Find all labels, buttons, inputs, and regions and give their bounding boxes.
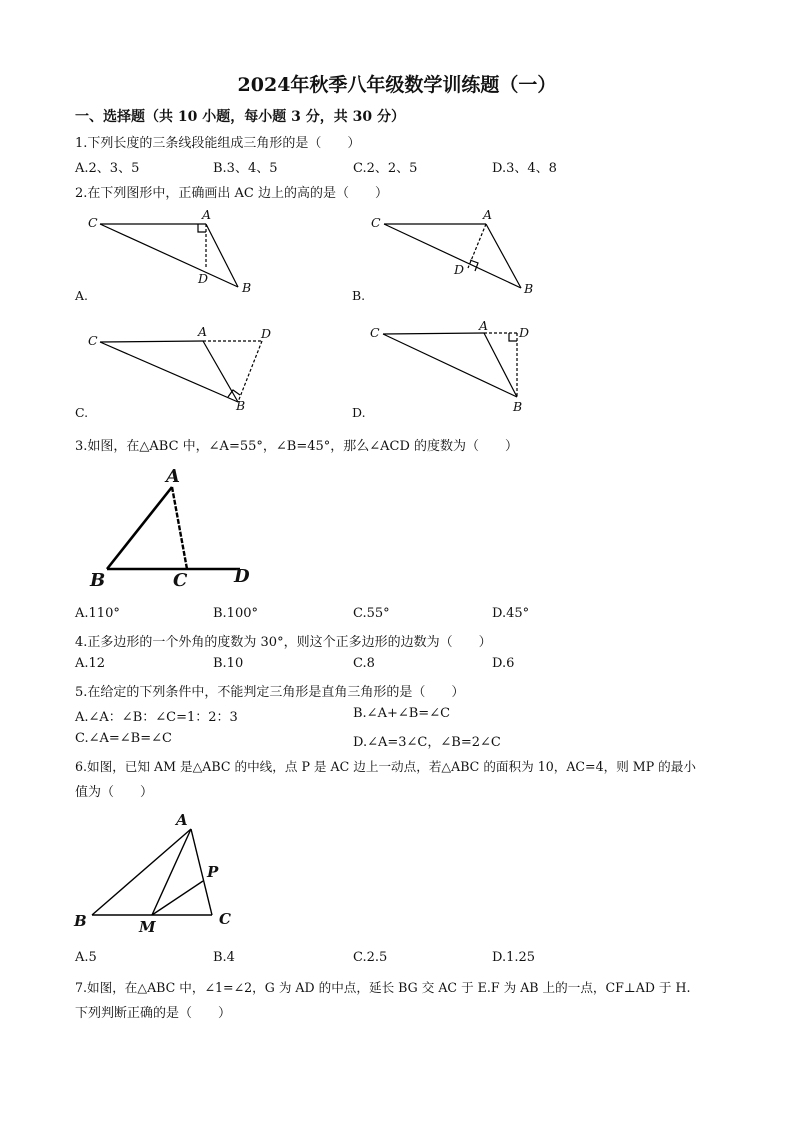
question-7-stem: 7.如图，在△ABC 中，∠1=∠2，G 为 AD 的中点，延长 BG 交 AC 于 E.F 为 AB 上的一点，CF⊥AD 于 H. (75, 980, 691, 995)
q2a-point-c: C (88, 215, 98, 230)
q3-point-b: B (90, 570, 106, 591)
q6-point-b: B (74, 912, 87, 930)
q6-option-c[interactable]: C.2.5 (353, 950, 388, 965)
page-title: 2024年秋季八年级数学训练题（一） (237, 74, 557, 96)
question-6-stem-cont: 值为（ ） (75, 785, 154, 800)
q2c-point-c: C (88, 333, 98, 348)
q2d-point-b: B (513, 399, 523, 414)
q2-figure-d-label[interactable]: D. (352, 405, 366, 420)
q6-point-c: C (219, 910, 231, 928)
q2b-point-b: B (524, 281, 534, 296)
q3-point-c: C (173, 570, 188, 591)
q6-point-m: M (139, 918, 156, 936)
q2a-point-a: A (202, 207, 212, 222)
q1-option-b[interactable]: B.3、4、5 (213, 161, 278, 176)
q2c-point-a: A (198, 324, 208, 339)
q2-figure-d (383, 333, 517, 397)
q2-figure-b-label[interactable]: B. (352, 288, 366, 303)
q5-option-a[interactable]: A.∠A：∠B：∠C=1：2：3 (75, 710, 238, 725)
q2-figure-a-label[interactable]: A. (75, 288, 89, 303)
q1-option-c[interactable]: C.2、2、5 (353, 161, 418, 176)
question-3-stem: 3.如图，在△ABC 中，∠A=55°，∠B=45°，那么∠ACD 的度数为（ ） (75, 439, 519, 454)
q4-option-b[interactable]: B.10 (213, 656, 244, 671)
q2-figure-c-label[interactable]: C. (75, 405, 89, 420)
q6-option-d[interactable]: D.1.25 (492, 950, 536, 965)
q5-option-b[interactable]: B.∠A+∠B=∠C (353, 706, 451, 721)
question-6-stem: 6.如图，已知 AM 是△ABC 的中线，点 P 是 AC 边上一动点，若△ABC 的面积为 10，AC=4，则 MP 的最小 (75, 759, 696, 774)
q2-figure-b (384, 224, 521, 288)
question-1-stem: 1.下列长度的三条线段能组成三角形的是（ ） (75, 136, 361, 151)
q1-option-a[interactable]: A.2、3、5 (75, 161, 140, 176)
q5-option-c[interactable]: C.∠A=∠B=∠C (75, 731, 172, 746)
q2d-point-c: C (370, 325, 380, 340)
q1-option-d[interactable]: D.3、4、8 (492, 161, 557, 176)
q2d-point-a: A (479, 318, 489, 333)
q6-figure (92, 829, 212, 915)
q4-option-d[interactable]: D.6 (492, 656, 515, 671)
q6-point-p: P (207, 863, 219, 881)
q2a-point-b: B (242, 280, 252, 295)
q2-figure-a (100, 224, 238, 287)
q3-option-b[interactable]: B.100° (213, 606, 258, 621)
question-2-stem: 2.在下列图形中，正确画出 AC 边上的高的是（ ） (75, 186, 389, 201)
q2c-point-b: B (236, 398, 246, 413)
q6-option-b[interactable]: B.4 (213, 950, 235, 965)
q4-option-a[interactable]: A.12 (75, 656, 106, 671)
q2b-point-c: C (371, 215, 381, 230)
question-7-stem-cont: 下列判断正确的是（ ） (75, 1006, 232, 1021)
question-4-stem: 4.正多边形的一个外角的度数为 30°，则这个正多边形的边数为（ ） (75, 635, 492, 650)
q6-point-a: A (176, 811, 188, 829)
q2a-point-d: D (198, 271, 209, 286)
q3-figure (107, 487, 240, 569)
q3-option-a[interactable]: A.110° (75, 606, 120, 621)
question-5-stem: 5.在给定的下列条件中，不能判定三角形是直角三角形的是（ ） (75, 685, 465, 700)
q5-option-d[interactable]: D.∠A=3∠C，∠B=2∠C (353, 735, 501, 750)
q6-option-a[interactable]: A.5 (75, 950, 97, 965)
q2d-point-d: D (519, 325, 530, 340)
q2b-point-d: D (454, 262, 465, 277)
q3-option-c[interactable]: C.55° (353, 606, 390, 621)
q3-point-d: D (234, 566, 250, 587)
section-heading: 一、选择题（共 10 小题，每小题 3 分，共 30 分） (75, 109, 405, 125)
q2b-point-a: A (483, 207, 493, 222)
q3-option-d[interactable]: D.45° (492, 606, 530, 621)
q2c-point-d: D (261, 326, 272, 341)
q3-point-a: A (166, 466, 180, 487)
q2-figure-c (100, 341, 262, 402)
q4-option-c[interactable]: C.8 (353, 656, 375, 671)
